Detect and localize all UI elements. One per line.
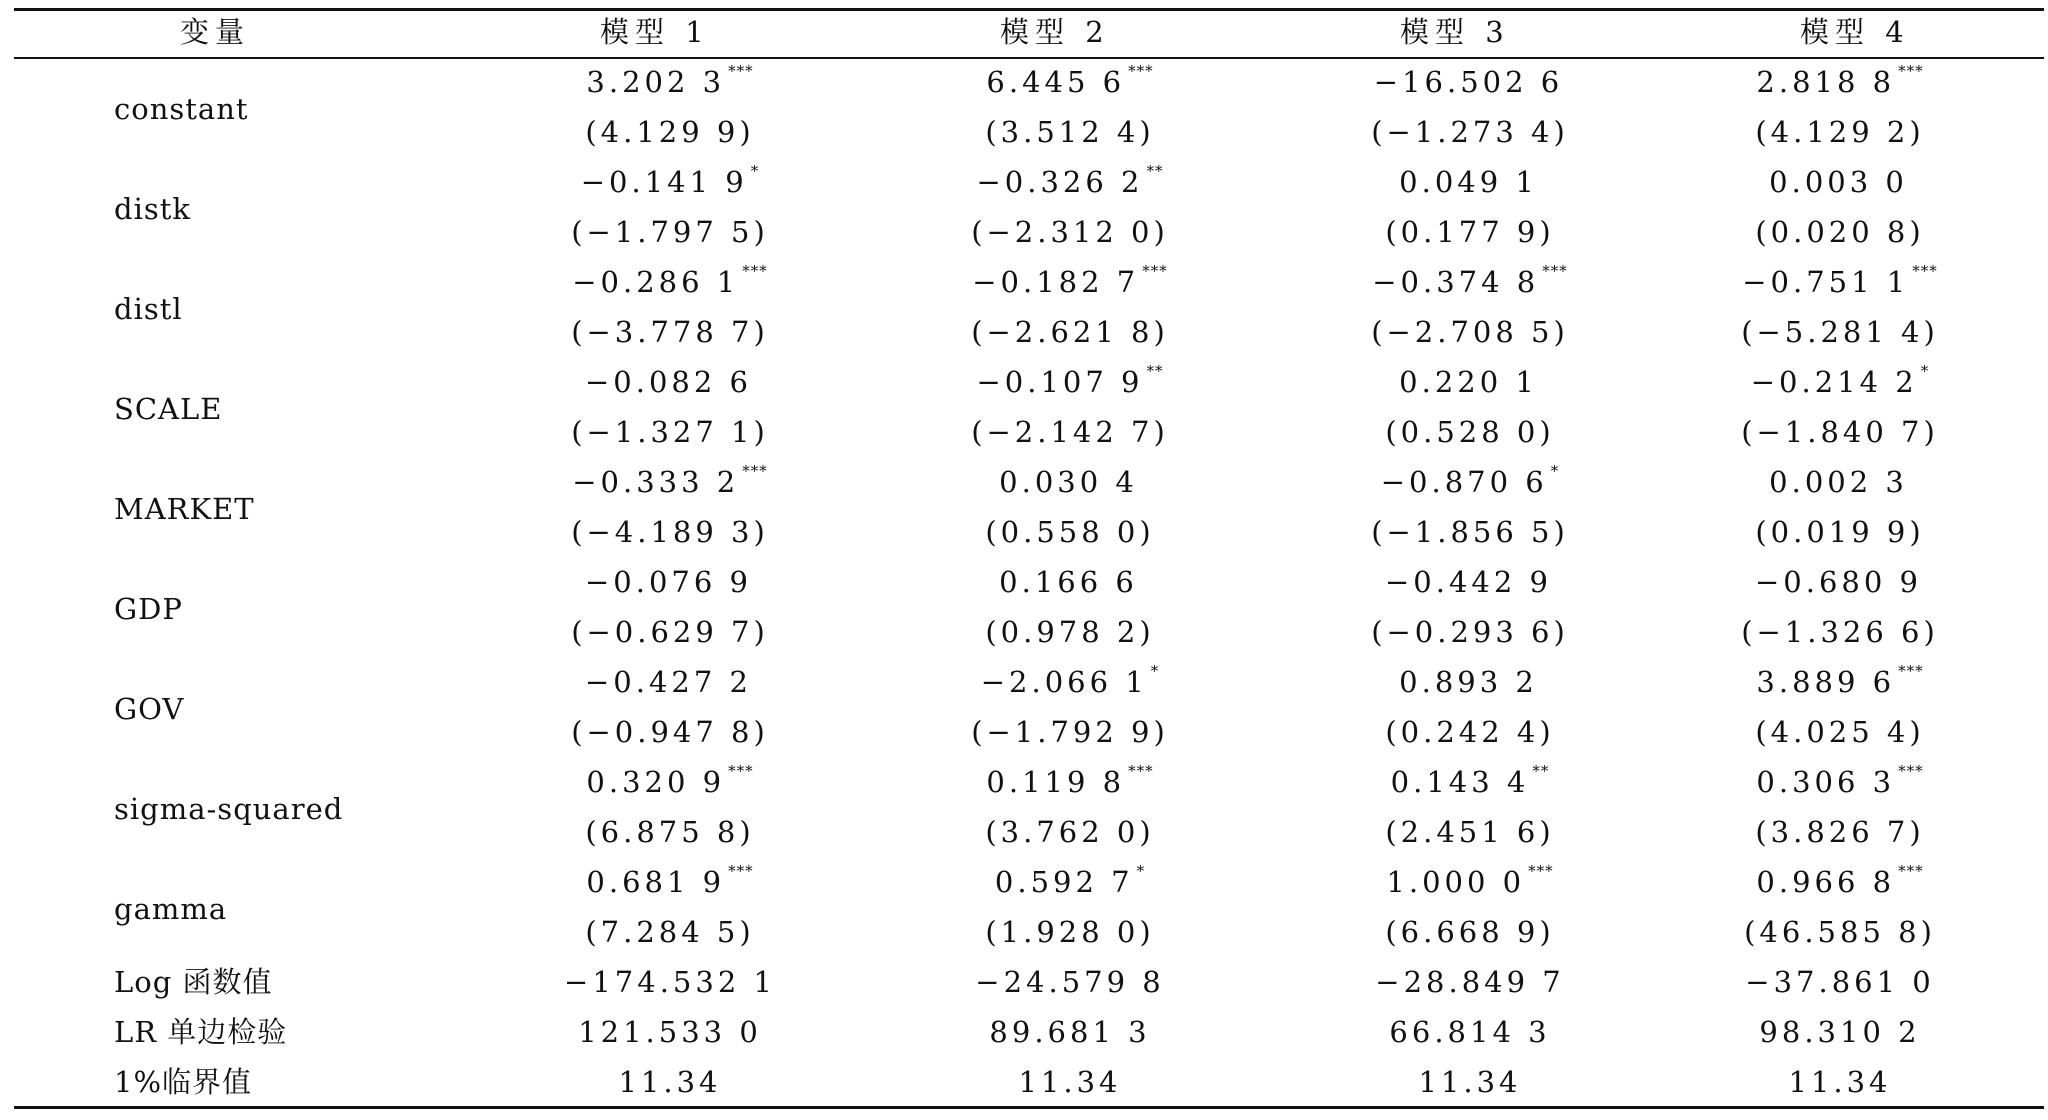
t-statistic-cell: (−1.792 9) <box>971 715 1169 749</box>
t-statistic-cell: (3.762 0) <box>985 815 1155 849</box>
coefficient-cell <box>1399 365 1541 399</box>
coefficient-value: 0.119 8 <box>986 765 1126 799</box>
coefficient-cell <box>585 665 755 699</box>
summary-label: Log 函数值 <box>114 965 273 999</box>
coefficient-value: 0.966 8 <box>1756 865 1896 899</box>
row-label: MARKET <box>114 492 255 526</box>
coefficient-cell <box>580 162 760 199</box>
coefficient-value: 0.306 3 <box>1756 765 1896 799</box>
significance-stars: * <box>750 162 760 180</box>
header-rule <box>14 57 2044 59</box>
summary-value: 66.814 3 <box>1389 1015 1551 1049</box>
t-statistic-cell: (−2.621 8) <box>971 315 1169 349</box>
regression-table <box>14 0 2044 1120</box>
coefficient-cell <box>586 62 754 99</box>
significance-stars: *** <box>1898 62 1924 80</box>
coefficient-value: 0.592 7 <box>994 865 1134 899</box>
coefficient-cell <box>585 565 755 599</box>
coefficient-cell <box>976 362 1164 399</box>
t-statistic-cell: (3.512 4) <box>985 115 1155 149</box>
significance-stars: * <box>1920 362 1930 380</box>
coefficient-cell <box>1769 165 1911 199</box>
t-statistic-cell: (−1.797 5) <box>571 215 769 249</box>
coefficient-value: −0.680 9 <box>1755 565 1922 599</box>
t-statistic-cell: (−0.947 8) <box>571 715 769 749</box>
summary-value: −24.579 8 <box>975 965 1165 999</box>
t-statistic-cell: (−1.840 7) <box>1741 415 1939 449</box>
row-label: distk <box>114 192 191 226</box>
significance-stars: *** <box>728 62 754 80</box>
significance-stars: *** <box>728 762 754 780</box>
significance-stars: *** <box>742 462 768 480</box>
t-statistic-cell: (0.978 2) <box>985 615 1155 649</box>
coefficient-cell <box>986 62 1154 99</box>
t-statistic-cell: (0.019 9) <box>1755 515 1925 549</box>
significance-stars: *** <box>1142 262 1168 280</box>
significance-stars: ** <box>1146 362 1164 380</box>
row-label: sigma-squared <box>114 792 344 826</box>
coefficient-cell <box>585 365 755 399</box>
t-statistic-cell: (7.284 5) <box>585 915 755 949</box>
header-variable: 变量 <box>180 15 251 49</box>
coefficient-value: −0.076 9 <box>585 565 752 599</box>
t-statistic-cell: (−3.778 7) <box>571 315 769 349</box>
significance-stars: *** <box>1898 762 1924 780</box>
coefficient-cell <box>1769 465 1911 499</box>
significance-stars: * <box>1136 862 1146 880</box>
t-statistic-cell: (0.558 0) <box>985 515 1155 549</box>
summary-value: 11.34 <box>1018 1065 1122 1099</box>
significance-stars: *** <box>1898 662 1924 680</box>
header-model-2: 模型 2 <box>1000 15 1110 49</box>
t-statistic-cell: (−1.856 5) <box>1371 515 1569 549</box>
significance-stars: *** <box>1128 62 1154 80</box>
coefficient-value: −0.333 2 <box>572 465 740 499</box>
significance-stars: *** <box>1528 862 1554 880</box>
summary-value: 98.310 2 <box>1759 1015 1921 1049</box>
coefficient-cell <box>1390 762 1550 799</box>
coefficient-cell <box>1750 362 1930 399</box>
coefficient-cell <box>999 465 1141 499</box>
header-model-1: 模型 1 <box>600 15 710 49</box>
significance-stars: *** <box>742 262 768 280</box>
coefficient-value: −0.374 8 <box>1372 265 1540 299</box>
coefficient-value: −0.427 2 <box>585 665 752 699</box>
coefficient-cell <box>999 565 1141 599</box>
significance-stars: *** <box>728 862 754 880</box>
coefficient-cell <box>1373 65 1566 99</box>
summary-value: 11.34 <box>1418 1065 1522 1099</box>
coefficient-cell <box>1742 262 1938 299</box>
coefficient-value: 0.143 4 <box>1390 765 1530 799</box>
summary-value: −174.532 1 <box>564 965 776 999</box>
coefficient-cell <box>1756 62 1924 99</box>
coefficient-value: 0.893 2 <box>1399 665 1538 699</box>
coefficient-value: 0.681 9 <box>586 865 726 899</box>
row-label: GOV <box>114 692 185 726</box>
t-statistic-cell: (0.242 4) <box>1385 715 1555 749</box>
coefficient-cell <box>976 162 1164 199</box>
t-statistic-cell: (−2.312 0) <box>971 215 1169 249</box>
t-statistic-cell: (−2.708 5) <box>1371 315 1569 349</box>
coefficient-value: −0.214 2 <box>1750 365 1918 399</box>
t-statistic-cell: (−5.281 4) <box>1741 315 1939 349</box>
row-label: GDP <box>114 592 183 626</box>
t-statistic-cell: (−1.273 4) <box>1371 115 1569 149</box>
t-statistic-cell: (46.585 8) <box>1744 915 1936 949</box>
coefficient-value: 0.220 1 <box>1399 365 1538 399</box>
coefficient-value: 0.320 9 <box>586 765 726 799</box>
coefficient-cell <box>1386 862 1554 899</box>
summary-value: −28.849 7 <box>1375 965 1565 999</box>
t-statistic-cell: (6.875 8) <box>585 815 755 849</box>
header-model-3: 模型 3 <box>1400 15 1510 49</box>
coefficient-cell <box>1756 762 1924 799</box>
coefficient-value: −0.182 7 <box>972 265 1140 299</box>
t-statistic-cell: (0.177 9) <box>1385 215 1555 249</box>
coefficient-cell <box>1755 565 1925 599</box>
coefficient-value: 0.166 6 <box>999 565 1138 599</box>
coefficient-value: −0.326 2 <box>976 165 1144 199</box>
t-statistic-cell: (−1.326 6) <box>1741 615 1939 649</box>
significance-stars: *** <box>1898 862 1924 880</box>
header-model-4: 模型 4 <box>1800 15 1910 49</box>
coefficient-cell <box>980 662 1160 699</box>
summary-value: 121.533 0 <box>578 1015 762 1049</box>
coefficient-cell <box>1756 862 1924 899</box>
coefficient-cell <box>572 462 768 499</box>
coefficient-value: −16.502 6 <box>1373 65 1564 99</box>
coefficient-cell <box>586 762 754 799</box>
coefficient-value: −0.082 6 <box>585 365 752 399</box>
coefficient-value: −0.107 9 <box>976 365 1144 399</box>
coefficient-value: −0.870 6 <box>1380 465 1548 499</box>
coefficient-value: 1.000 0 <box>1386 865 1526 899</box>
significance-stars: ** <box>1146 162 1164 180</box>
significance-stars: *** <box>1542 262 1568 280</box>
row-label: constant <box>114 92 249 126</box>
top-rule <box>14 8 2044 11</box>
row-label: gamma <box>114 892 228 926</box>
t-statistic-cell: (−0.293 6) <box>1371 615 1569 649</box>
coefficient-value: −2.066 1 <box>980 665 1148 699</box>
coefficient-value: −0.442 9 <box>1385 565 1552 599</box>
summary-value: 89.681 3 <box>989 1015 1151 1049</box>
t-statistic-cell: (3.826 7) <box>1755 815 1925 849</box>
significance-stars: * <box>1150 662 1160 680</box>
significance-stars: *** <box>1912 262 1938 280</box>
t-statistic-cell: (1.928 0) <box>985 915 1155 949</box>
summary-value: 11.34 <box>1788 1065 1892 1099</box>
coefficient-cell <box>1372 262 1568 299</box>
summary-value: 11.34 <box>618 1065 722 1099</box>
bottom-rule <box>14 1106 2044 1109</box>
coefficient-cell <box>1756 662 1924 699</box>
significance-stars: ** <box>1532 762 1550 780</box>
t-statistic-cell: (−1.327 1) <box>571 415 769 449</box>
significance-stars: * <box>1550 462 1560 480</box>
coefficient-cell <box>586 862 754 899</box>
coefficient-value: 3.202 3 <box>586 65 726 99</box>
t-statistic-cell: (6.668 9) <box>1385 915 1555 949</box>
coefficient-cell <box>1399 165 1541 199</box>
coefficient-cell <box>1385 565 1555 599</box>
coefficient-cell <box>1399 665 1541 699</box>
coefficient-cell <box>972 262 1168 299</box>
coefficient-value: −0.141 9 <box>580 165 748 199</box>
t-statistic-cell: (4.129 2) <box>1755 115 1925 149</box>
coefficient-value: 3.889 6 <box>1756 665 1896 699</box>
row-label: distl <box>114 292 183 326</box>
coefficient-cell <box>994 862 1146 899</box>
t-statistic-cell: (0.020 8) <box>1755 215 1925 249</box>
t-statistic-cell: (−4.189 3) <box>571 515 769 549</box>
summary-label: 1%临界值 <box>114 1065 253 1099</box>
coefficient-cell <box>1380 462 1560 499</box>
coefficient-value: 2.818 8 <box>1756 65 1896 99</box>
coefficient-value: 0.003 0 <box>1769 165 1908 199</box>
summary-value: −37.861 0 <box>1745 965 1935 999</box>
t-statistic-cell: (0.528 0) <box>1385 415 1555 449</box>
coefficient-value: 6.445 6 <box>986 65 1126 99</box>
coefficient-cell <box>572 262 768 299</box>
coefficient-value: 0.002 3 <box>1769 465 1908 499</box>
row-label: SCALE <box>114 392 223 426</box>
coefficient-value: 0.049 1 <box>1399 165 1538 199</box>
coefficient-value: −0.286 1 <box>572 265 740 299</box>
coefficient-cell <box>986 762 1154 799</box>
coefficient-value: 0.030 4 <box>999 465 1138 499</box>
summary-label: LR 单边检验 <box>114 1015 288 1049</box>
coefficient-value: −0.751 1 <box>1742 265 1910 299</box>
t-statistic-cell: (4.025 4) <box>1755 715 1925 749</box>
t-statistic-cell: (2.451 6) <box>1385 815 1555 849</box>
significance-stars: *** <box>1128 762 1154 780</box>
t-statistic-cell: (4.129 9) <box>585 115 755 149</box>
t-statistic-cell: (−0.629 7) <box>571 615 769 649</box>
t-statistic-cell: (−2.142 7) <box>971 415 1169 449</box>
